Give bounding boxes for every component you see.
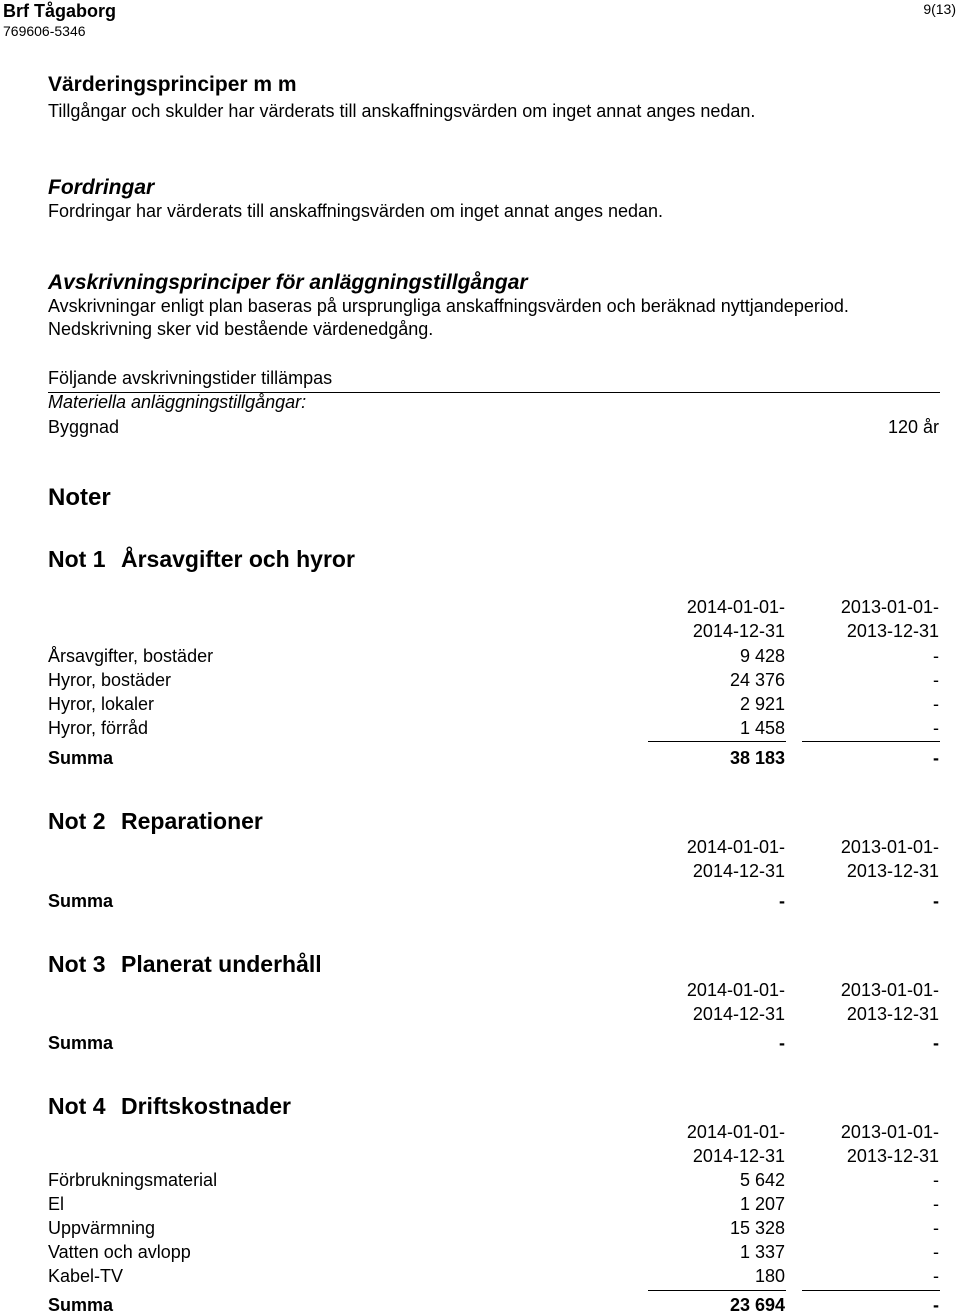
- note-title: Driftskostnader: [121, 1093, 291, 1119]
- sum-rule: [648, 1290, 786, 1291]
- table-row-label: Årsavgifter, bostäder: [48, 646, 214, 666]
- note-3-heading: [48, 951, 322, 978]
- table-row-previous: -: [933, 1194, 939, 1214]
- period-previous-start: 2013-01-01-: [840, 980, 939, 1000]
- notes-heading: Noter: [48, 484, 111, 511]
- period-current-end: 2014-12-31: [692, 621, 785, 641]
- note-number: Not 2: [48, 808, 106, 834]
- sum-current: -: [779, 891, 785, 911]
- sum-current: 38 183: [729, 748, 785, 768]
- table-row-label: El: [48, 1194, 65, 1214]
- sum-previous: -: [933, 891, 939, 911]
- period-current-end: 2014-12-31: [692, 861, 785, 881]
- sum-label: Summa: [48, 1295, 114, 1315]
- table-row-previous: -: [933, 1242, 939, 1262]
- table-row-label: Förbrukningsmaterial: [48, 1170, 218, 1190]
- depreciation-text-2: Nedskrivning sker vid bestående värdenedgång.: [48, 319, 434, 339]
- table-row-current: 9 428: [739, 646, 785, 666]
- sum-current: 23 694: [729, 1295, 785, 1315]
- assets-label: Materiella anläggningstillgångar:: [48, 392, 307, 412]
- table-row-previous: -: [933, 670, 939, 690]
- table-row-current: 24 376: [729, 670, 785, 690]
- sum-current: -: [779, 1033, 785, 1053]
- table-row-previous: -: [933, 1266, 939, 1286]
- sum-previous: -: [933, 1295, 939, 1315]
- valuation-text: Tillgångar och skulder har värderats till anskaffningsvärden om inget annat anges nedan.: [48, 101, 756, 121]
- table-row-label: Hyror, lokaler: [48, 694, 155, 714]
- period-current-start: 2014-01-01-: [686, 597, 785, 617]
- period-current-start: 2014-01-01-: [686, 1122, 785, 1142]
- table-row-label: Hyror, förråd: [48, 718, 149, 738]
- note-title: Årsavgifter och hyror: [121, 546, 355, 572]
- note-number: Not 3: [48, 951, 106, 977]
- valuation-heading: Värderingsprinciper m m: [48, 73, 297, 96]
- period-previous-start: 2013-01-01-: [840, 597, 939, 617]
- table-row-previous: -: [933, 718, 939, 738]
- table-row-label: Uppvärmning: [48, 1218, 156, 1238]
- building-label: Byggnad: [48, 417, 120, 437]
- table-row-current: 2 921: [739, 694, 785, 714]
- note-number: Not 1: [48, 546, 106, 572]
- table-row-current: 5 642: [739, 1170, 785, 1190]
- table-row-label: Hyror, bostäder: [48, 670, 172, 690]
- table-row-previous: -: [933, 1218, 939, 1238]
- table-row-current: 180: [754, 1266, 785, 1286]
- sum-rule: [802, 741, 940, 742]
- depreciation-heading: Avskrivningsprinciper för anläggningstillgångar: [48, 271, 528, 294]
- period-previous-end: 2013-12-31: [846, 1004, 939, 1024]
- page-number: 9(13): [923, 1, 956, 17]
- period-previous-start: 2013-01-01-: [840, 837, 939, 857]
- table-row-current: 15 328: [729, 1218, 785, 1238]
- periods-intro: Följande avskrivningstider tillämpas: [48, 368, 333, 388]
- period-current-start: 2014-01-01-: [686, 837, 785, 857]
- receivables-text: Fordringar har värderats till anskaffningsvärden om inget annat anges nedan.: [48, 201, 664, 221]
- period-current-start: 2014-01-01-: [686, 980, 785, 1000]
- sum-label: Summa: [48, 891, 114, 911]
- period-current-end: 2014-12-31: [692, 1004, 785, 1024]
- table-row-previous: -: [933, 694, 939, 714]
- building-period: 120 år: [887, 417, 939, 437]
- period-previous-end: 2013-12-31: [846, 861, 939, 881]
- period-current-end: 2014-12-31: [692, 1146, 785, 1166]
- receivables-heading: Fordringar: [48, 176, 155, 199]
- table-row-current: 1 337: [739, 1242, 785, 1262]
- table-row-previous: -: [933, 1170, 939, 1190]
- table-row-current: 1 207: [739, 1194, 785, 1214]
- table-row-label: Vatten och avlopp: [48, 1242, 191, 1262]
- note-title: Reparationer: [121, 808, 263, 834]
- note-4-heading: [48, 1093, 291, 1120]
- depreciation-text-1: Avskrivningar enligt plan baseras på ursprungliga anskaffningsvärden och beräknad nyttjandeperiod.: [48, 296, 849, 316]
- sum-label: Summa: [48, 748, 114, 768]
- sum-rule: [802, 1290, 940, 1291]
- table-row-previous: -: [933, 646, 939, 666]
- note-1-heading: [48, 546, 355, 573]
- period-previous-end: 2013-12-31: [846, 621, 939, 641]
- table-row-label: Kabel-TV: [48, 1266, 124, 1286]
- organization-number: 769606-5346: [3, 23, 86, 39]
- organization-name: Brf Tågaborg: [3, 1, 117, 21]
- note-title: Planerat underhåll: [121, 951, 322, 977]
- sum-previous: -: [933, 748, 939, 768]
- sum-rule: [648, 741, 786, 742]
- sum-previous: -: [933, 1033, 939, 1053]
- note-2-heading: [48, 808, 263, 835]
- note-number: Not 4: [48, 1093, 106, 1119]
- period-previous-end: 2013-12-31: [846, 1146, 939, 1166]
- sum-label: Summa: [48, 1033, 114, 1053]
- period-previous-start: 2013-01-01-: [840, 1122, 939, 1142]
- table-row-current: 1 458: [739, 718, 785, 738]
